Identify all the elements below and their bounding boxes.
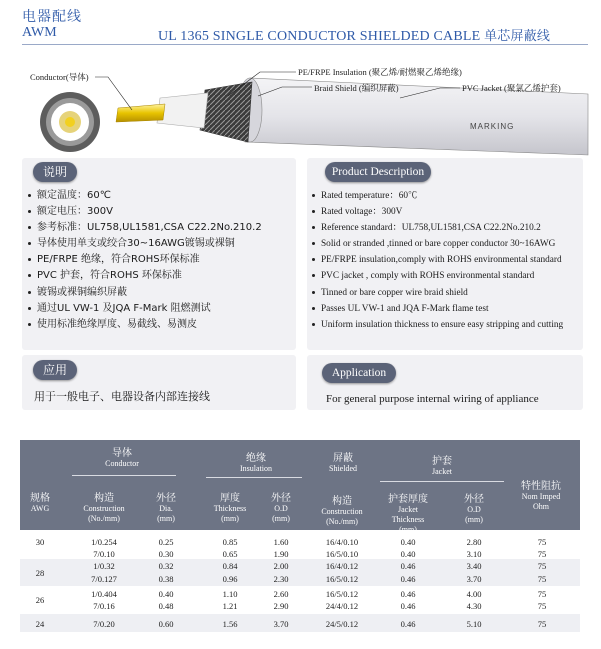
col-jacket-thickness: 护套厚度 Jacket Thickness (mm)	[388, 494, 428, 534]
title-en: UL 1365 SINGLE CONDUCTOR SHIELDED CABLE	[158, 29, 481, 44]
table-row: 26 1/0.404 0.40 1.10 2.60 16/5/0.12 0.46 4.00 75	[35, 589, 547, 605]
table-row: 30 1/0.254 0.25 0.85 1.60 16/4/0.10 0.40 2.80 75	[35, 537, 547, 547]
application-en-heading: Application	[322, 363, 396, 383]
application-cn-text: 用于一般电子、电器设备内部连接线	[34, 390, 210, 403]
table-row: 7/0.10 0.30 0.65 1.90 16/5/0.10 0.40 3.10 75	[93, 549, 547, 559]
col-construction: 构造 Construction (No./mm)	[83, 493, 125, 523]
description-en-heading: Product Description	[325, 162, 431, 182]
list-item: 参考标准：UL758,UL1581,CSA C22.2No.210.2	[27, 220, 262, 236]
table-row: 28 1/0.32 0.32 0.84 2.00 16/4/0.12 0.46 3.40 75	[35, 561, 547, 578]
group-insulation: 绝缘 Insulation	[240, 453, 272, 473]
category-en: AWM	[22, 25, 57, 40]
header-divider	[22, 44, 588, 45]
category-cn: 电器配线	[22, 9, 82, 25]
list-item: Solid or stranded ,tinned or bare copper conductor 30~16AWG	[311, 236, 563, 252]
conductor-label: Conductor(导体)	[30, 72, 89, 82]
description-en-list	[311, 188, 563, 333]
group-conductor-line	[72, 475, 176, 476]
table-row: 7/0.127 0.38 0.96 2.30 16/5/0.12 0.46 3.70 75	[91, 574, 547, 584]
list-item: PE/FRPE insulation,comply with ROHS environmental standard	[311, 252, 563, 268]
table-row: 7/0.16 0.48 1.21 2.90 24/4/0.12 0.46 4.30 75	[93, 601, 547, 611]
col-thickness: 厚度 Thickness (mm)	[213, 493, 247, 523]
group-jacket: 护套 Jacket	[432, 456, 452, 476]
page-title	[158, 25, 550, 45]
list-item: Tinned or bare copper wire braid shield	[311, 285, 563, 301]
conductor-wire	[116, 104, 165, 122]
col-dia: 外径 Dia. (mm)	[156, 493, 176, 523]
description-cn-heading: 说明	[33, 162, 77, 182]
group-conductor: 导体 Conductor	[105, 448, 139, 468]
braid-shield-label: Braid Shield (编织屏蔽)	[314, 83, 399, 93]
application-en-text: For general purpose internal wiring of appliance	[326, 393, 539, 405]
list-item: Rated temperature：60℃	[311, 188, 563, 204]
insulation-layer	[157, 93, 208, 128]
list-item: Passes UL VW-1 and JQA F-Mark flame test	[311, 301, 563, 317]
group-impedance: 特性阻抗 Nom Imped Ohm	[521, 481, 561, 511]
list-item: 导体使用单支或绞合30~16AWG镀锡或裸铜	[27, 236, 262, 252]
list-item: 通过UL VW-1 及JQA F-Mark 阻燃测试	[27, 301, 262, 317]
list-item: 额定电压：300V	[27, 204, 262, 220]
list-item: PVC jacket , comply with ROHS environmental standard	[311, 268, 563, 284]
marking-text: MARKING	[470, 122, 515, 131]
list-item: PE/FRPE 绝缘，符合ROHS环保标准	[27, 252, 262, 268]
jacket-label: PVC Jacket (聚氯乙烯护套)	[462, 83, 561, 93]
list-item: 额定温度：60℃	[27, 188, 262, 204]
col-od: 外径 O.D (mm)	[271, 493, 291, 523]
list-item: Reference standard：UL758,UL1581,CSA C22.2No.210.2	[311, 220, 563, 236]
col-awg: 规格 AWG	[30, 493, 50, 513]
application-cn-heading: 应用	[33, 360, 77, 380]
group-jacket-line	[380, 481, 504, 482]
description-cn-list	[27, 188, 262, 333]
cross-section-icon	[40, 92, 100, 152]
table-row: 24 7/0.20 0.60 1.56 3.70 24/5/0.12 0.46 5.10 75	[35, 619, 547, 629]
list-item: 使用标准绝缘厚度、易截线、易测皮	[27, 317, 262, 333]
col-jacket-od: 外径 O.D (mm)	[464, 494, 484, 524]
group-shielded: 屏蔽 Shielded	[329, 453, 357, 473]
insulation-label: PE/FRPE Insulation (聚乙烯/耐燃聚乙烯绝缘)	[298, 67, 462, 77]
title-cn: 单芯屏蔽线	[484, 29, 551, 44]
group-insulation-line	[206, 477, 302, 478]
col-shield-construction: 构造 Construction (No./mm)	[321, 496, 363, 526]
list-item: PVC 护套，符合ROHS 环保标准	[27, 268, 262, 284]
braid-shield	[200, 82, 252, 142]
list-item: Rated voltage：300V	[311, 204, 563, 220]
list-item: 镀锡或裸铜编织屏蔽	[27, 285, 262, 301]
list-item: Uniform insulation thickness to ensure easy stripping and cutting	[311, 317, 563, 333]
